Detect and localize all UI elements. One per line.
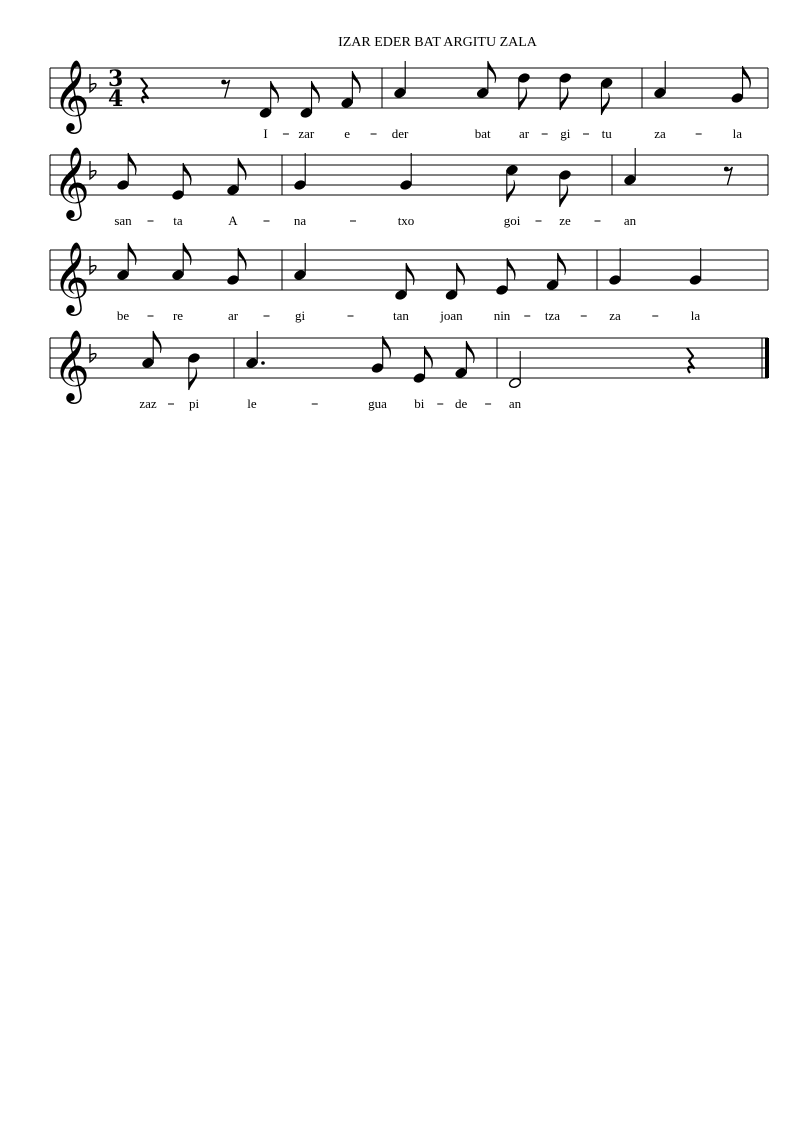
lyric-syllable: an [508, 396, 522, 411]
lyric-syllable: re [172, 308, 184, 323]
eighth-flag [560, 185, 568, 207]
treble-clef-icon: 𝄞 [53, 328, 90, 401]
lyric-syllable: tan [393, 308, 409, 323]
eighth-flag [271, 81, 279, 103]
lyric-syllable: pi [188, 396, 200, 411]
lyric-syllable: zar [298, 126, 315, 141]
lyric-syllable: A [228, 213, 238, 228]
lyric-syllable: le [247, 396, 257, 411]
eighth-flag [457, 263, 465, 285]
eighth-flag [488, 61, 496, 83]
eighth-flag [238, 158, 246, 180]
eighth-flag [507, 258, 515, 280]
eighth-flag [743, 66, 751, 88]
treble-clef-icon: 𝄞 [53, 240, 90, 313]
eighth-flag [128, 153, 136, 175]
eighth-flag [406, 263, 414, 285]
lyric-syllable: de [455, 396, 468, 411]
lyric-syllable: gi [560, 126, 571, 141]
eighth-flag [352, 71, 360, 93]
lyric-syllable: za [654, 126, 666, 141]
eighth-flag [560, 88, 568, 110]
lyric-syllable: nin [493, 308, 511, 323]
lyric-syllable: gi [294, 308, 306, 323]
eighth-flag [558, 253, 566, 275]
eighth-flag [189, 368, 197, 390]
lyric-syllable: I [263, 126, 268, 141]
eighth-flag [383, 336, 391, 358]
lyric-syllable: ze [559, 213, 571, 228]
lyric-syllable: bat [474, 126, 491, 141]
treble-clef-icon: 𝄞 [53, 58, 90, 131]
eighth-flag [238, 248, 246, 270]
eighth-flag [183, 243, 191, 265]
eighth-flag [425, 346, 433, 368]
song-title: IZAR EDER BAT ARGITU ZALA [338, 35, 537, 50]
lyric-syllable: san [114, 213, 132, 228]
flat-icon [90, 74, 96, 92]
lyric-syllable: bi [414, 396, 425, 411]
flat-icon [90, 256, 96, 274]
lyric-syllable: txo [397, 213, 415, 228]
augmentation-dot [261, 361, 265, 365]
lyric-syllable: tu [601, 126, 612, 141]
eighth-flag [312, 81, 320, 103]
treble-clef-icon: 𝄞 [53, 145, 90, 218]
lyric-syllable: joan [440, 308, 463, 323]
lyric-syllable: la [732, 126, 743, 141]
lyric-syllable: ta [173, 213, 183, 228]
lyric-syllable: tza [544, 308, 561, 323]
time-signature-bottom: 4 [108, 86, 124, 112]
lyric-syllable: la [690, 308, 701, 323]
lyric-syllable: za [609, 308, 621, 323]
lyric-syllable: der [391, 126, 409, 141]
flat-icon [90, 344, 96, 362]
eighth-flag [519, 88, 527, 110]
lyric-syllable: zaz [139, 396, 157, 411]
lyric-syllable: be [116, 308, 130, 323]
flat-icon [90, 161, 96, 179]
quarter-rest-icon [141, 78, 148, 103]
lyric-syllable: ar [227, 308, 239, 323]
lyric-syllable: ar [518, 126, 530, 141]
lyric-syllable: an [623, 213, 637, 228]
lyric-syllable: e [344, 126, 351, 141]
eighth-flag [507, 180, 515, 202]
final-barline-thick [765, 338, 769, 378]
time-signature-top: 3 [108, 66, 124, 92]
eighth-flag [601, 93, 609, 115]
eighth-flag [153, 331, 161, 353]
quarter-rest-icon [687, 348, 694, 373]
lyric-syllable: goi [503, 213, 521, 228]
eighth-flag [128, 243, 136, 265]
eighth-flag [183, 163, 191, 185]
lyric-syllable: gua [368, 396, 387, 411]
lyric-syllable: na [293, 213, 307, 228]
eighth-flag [466, 341, 474, 363]
